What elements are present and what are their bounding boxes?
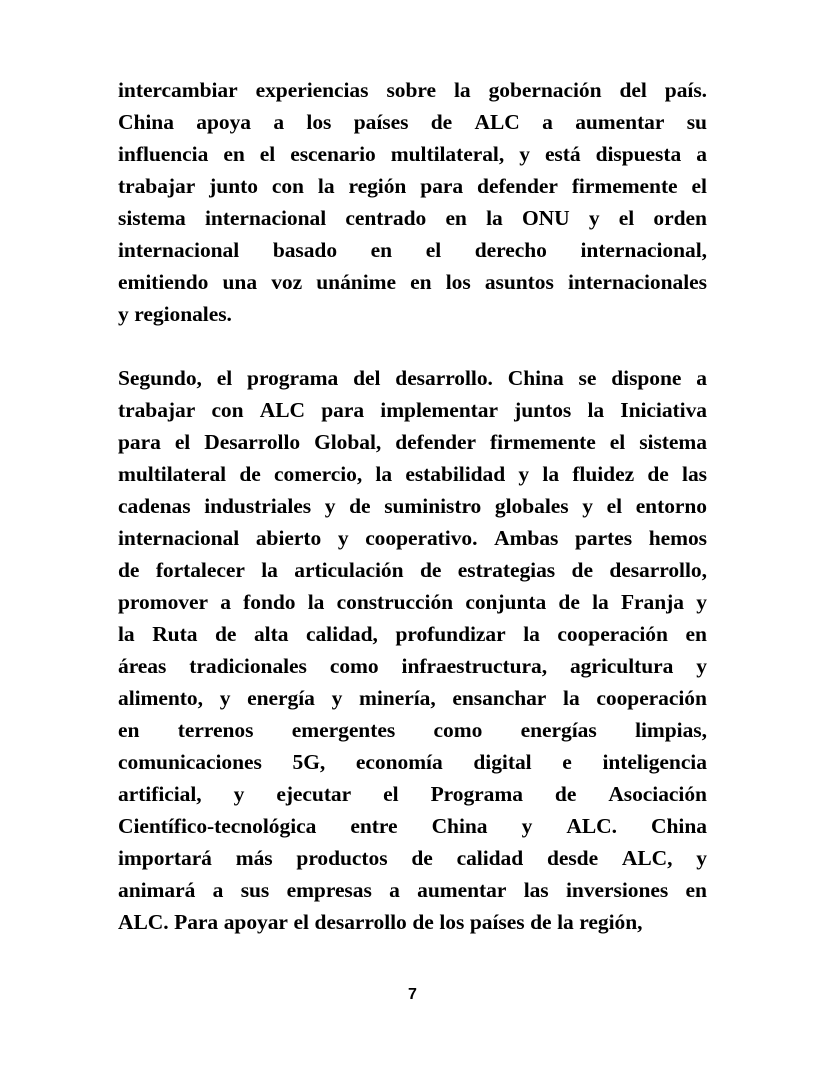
text-line xyxy=(118,878,707,910)
word: infraestructura, xyxy=(401,654,548,678)
word: el xyxy=(609,430,626,454)
word: trabajar xyxy=(118,174,196,198)
word: a xyxy=(220,590,231,614)
word: Programa xyxy=(430,782,523,806)
word: energía xyxy=(247,686,315,710)
word: entorno xyxy=(635,494,707,518)
word: países xyxy=(469,910,525,934)
word: de xyxy=(118,558,140,582)
word: de xyxy=(554,782,577,806)
word: la xyxy=(261,558,278,582)
word: escenario xyxy=(290,142,376,166)
word: regionales. xyxy=(134,302,232,326)
word: y xyxy=(521,814,533,838)
word: internacional xyxy=(118,526,240,550)
word: Científico-tecnológica xyxy=(118,814,317,838)
word: a xyxy=(696,366,707,390)
text-line xyxy=(118,366,707,398)
word: Ambas xyxy=(494,526,559,550)
word: en xyxy=(685,878,707,902)
word: internacional, xyxy=(580,238,707,262)
word: del xyxy=(619,78,647,102)
word: desarrollo, xyxy=(609,558,707,582)
word: basado xyxy=(272,238,338,262)
word: partes xyxy=(575,526,633,550)
word: inteligencia xyxy=(602,750,707,774)
word: profundizar xyxy=(395,622,506,646)
text-line xyxy=(118,494,707,526)
word: firmemente xyxy=(571,174,678,198)
word: fortalecer xyxy=(155,558,245,582)
text-line xyxy=(118,718,707,750)
document-text-column xyxy=(118,78,707,942)
word: estabilidad xyxy=(405,462,506,486)
word: tradicionales xyxy=(189,654,307,678)
word: país. xyxy=(664,78,707,102)
word: y xyxy=(582,494,593,518)
word: derecho xyxy=(474,238,547,262)
word: animará xyxy=(118,878,196,902)
word: alta xyxy=(253,622,289,646)
word: del xyxy=(353,366,381,390)
text-line xyxy=(118,558,707,590)
text-line xyxy=(118,526,707,558)
word: los xyxy=(306,110,332,134)
text-line xyxy=(118,686,707,718)
word: 5G, xyxy=(292,750,326,774)
word: sistema xyxy=(118,206,186,230)
word: los xyxy=(439,910,465,934)
word: China xyxy=(651,814,707,838)
word: e xyxy=(562,750,572,774)
word: una xyxy=(222,270,258,294)
word: asuntos xyxy=(484,270,554,294)
word: de xyxy=(411,846,433,870)
word: firmemente xyxy=(490,430,596,454)
text-line xyxy=(118,238,707,270)
word: áreas xyxy=(118,654,167,678)
word: Global, xyxy=(314,430,382,454)
word: implementar xyxy=(380,398,498,422)
word: a xyxy=(542,110,553,134)
word: China xyxy=(507,366,564,390)
word: cooperación xyxy=(557,622,668,646)
word: la xyxy=(542,462,560,486)
text-line xyxy=(118,270,707,302)
text-line xyxy=(118,654,707,686)
word: las xyxy=(523,878,549,902)
paragraph-spacer xyxy=(118,334,707,366)
word: la xyxy=(317,174,335,198)
word: el xyxy=(383,782,399,806)
word: la xyxy=(375,462,393,486)
word: la xyxy=(486,206,503,230)
word: entre xyxy=(350,814,398,838)
word: ALC xyxy=(259,398,306,422)
word: defender xyxy=(395,430,477,454)
word: de xyxy=(214,622,237,646)
word: cooperación xyxy=(596,686,707,710)
word: el xyxy=(691,174,707,198)
word: sobre xyxy=(386,78,436,102)
word: como xyxy=(433,718,483,742)
word: fluidez xyxy=(572,462,635,486)
word: comunicaciones xyxy=(118,750,262,774)
word: para xyxy=(420,174,464,198)
word: y xyxy=(696,846,707,870)
word: dispone xyxy=(611,366,682,390)
word: Franja xyxy=(620,590,684,614)
word: está xyxy=(544,142,581,166)
word: estrategias xyxy=(457,558,556,582)
word: calidad, xyxy=(305,622,378,646)
word: gobernación xyxy=(488,78,602,102)
word: empresas xyxy=(286,878,372,902)
word: multilateral, xyxy=(390,142,505,166)
word: como xyxy=(329,654,379,678)
body-paragraph-1 xyxy=(118,78,707,334)
word: la xyxy=(563,686,580,710)
text-line xyxy=(118,302,707,334)
word: emergentes xyxy=(291,718,396,742)
word: limpias, xyxy=(635,718,707,742)
word: trabajar xyxy=(118,398,196,422)
word: y xyxy=(519,142,530,166)
word: calidad xyxy=(456,846,524,870)
word: dispuesta xyxy=(595,142,682,166)
word: y xyxy=(233,782,245,806)
word: en xyxy=(370,238,393,262)
word: de xyxy=(412,910,434,934)
word: la xyxy=(453,78,471,102)
word: desde xyxy=(546,846,599,870)
word: el xyxy=(606,494,623,518)
word: terrenos xyxy=(177,718,254,742)
word: ONU xyxy=(521,206,570,230)
word: productos xyxy=(296,846,388,870)
word: intercambiar xyxy=(118,78,238,102)
word: y xyxy=(588,206,600,230)
word: ALC, xyxy=(621,846,673,870)
word: voz xyxy=(271,270,303,294)
word: con xyxy=(271,174,304,198)
word: conjunta xyxy=(465,590,547,614)
word: importará xyxy=(118,846,212,870)
word: apoyar xyxy=(223,910,288,934)
word: ALC. xyxy=(118,910,169,934)
word: a xyxy=(389,878,400,902)
word: sistema xyxy=(639,430,707,454)
text-line xyxy=(118,78,707,110)
word: emitiendo xyxy=(118,270,209,294)
word: suministro xyxy=(384,494,482,518)
word: el xyxy=(293,910,309,934)
body-paragraph-2 xyxy=(118,366,707,942)
word: en xyxy=(410,270,432,294)
word: su xyxy=(686,110,707,134)
word: y xyxy=(337,526,349,550)
word: en xyxy=(685,622,707,646)
word: agricultura xyxy=(569,654,674,678)
word: experiencias xyxy=(255,78,369,102)
word: y xyxy=(324,494,336,518)
word: con xyxy=(211,398,244,422)
word: países xyxy=(353,110,409,134)
word: y xyxy=(696,654,707,678)
word: de xyxy=(239,462,261,486)
word: unánime xyxy=(316,270,396,294)
word: ALC. xyxy=(566,814,617,838)
word: la xyxy=(118,622,135,646)
word: se xyxy=(578,366,597,390)
word: los xyxy=(445,270,471,294)
word: el xyxy=(174,430,191,454)
word: minería, xyxy=(359,686,436,710)
text-line xyxy=(118,622,707,654)
word: economía xyxy=(355,750,443,774)
word: desarrollo xyxy=(314,910,407,934)
word: Desarrollo xyxy=(204,430,301,454)
text-line xyxy=(118,782,707,814)
word: para xyxy=(118,430,161,454)
word: en xyxy=(445,206,467,230)
word: ensanchar xyxy=(452,686,547,710)
word: China xyxy=(118,110,174,134)
word: construcción xyxy=(336,590,454,614)
word: el xyxy=(259,142,276,166)
word: ALC xyxy=(474,110,520,134)
word: a xyxy=(273,110,285,134)
word: Iniciativa xyxy=(620,398,707,422)
word: junto xyxy=(209,174,258,198)
word: cadenas xyxy=(118,494,191,518)
text-line xyxy=(118,846,707,878)
word: más xyxy=(235,846,273,870)
text-line xyxy=(118,206,707,238)
word: la xyxy=(587,398,605,422)
word: influencia xyxy=(118,142,209,166)
word: inversiones xyxy=(565,878,669,902)
word: energías xyxy=(520,718,597,742)
word: alimento, xyxy=(118,686,203,710)
word: en xyxy=(223,142,245,166)
word: Segundo, xyxy=(118,366,202,390)
word: centrado xyxy=(345,206,427,230)
word: articulación xyxy=(294,558,404,582)
word: la xyxy=(523,622,540,646)
word: aumentar xyxy=(575,110,665,134)
word: hemos xyxy=(648,526,707,550)
word: ejecutar xyxy=(276,782,352,806)
word: de xyxy=(647,462,669,486)
word: sus xyxy=(240,878,270,902)
word: multilateral xyxy=(118,462,227,486)
page-number: 7 xyxy=(408,986,417,1003)
text-line xyxy=(118,462,707,494)
word: artificial, xyxy=(118,782,202,806)
word: y xyxy=(219,686,231,710)
word: para xyxy=(321,398,365,422)
word: desarrollo. xyxy=(395,366,493,390)
word: promover xyxy=(118,590,208,614)
word: de xyxy=(430,110,453,134)
word: de xyxy=(419,558,442,582)
word: la xyxy=(592,590,609,614)
word: China xyxy=(431,814,488,838)
text-line xyxy=(118,750,707,782)
word: y xyxy=(696,590,707,614)
text-line xyxy=(118,430,707,462)
text-line xyxy=(118,814,707,846)
word: y xyxy=(518,462,530,486)
word: el xyxy=(618,206,635,230)
word: y xyxy=(331,686,343,710)
text-line xyxy=(118,110,707,142)
text-line xyxy=(118,910,707,942)
word: programa xyxy=(247,366,339,390)
text-line xyxy=(118,398,707,430)
word: de xyxy=(571,558,593,582)
word: orden xyxy=(653,206,707,230)
word: industriales xyxy=(204,494,312,518)
word: juntos xyxy=(514,398,572,422)
word: a xyxy=(696,142,707,166)
word: comercio, xyxy=(274,462,363,486)
text-line xyxy=(118,142,707,174)
word: digital xyxy=(473,750,532,774)
word: Para xyxy=(174,910,219,934)
word: internacional xyxy=(118,238,240,262)
word: globales xyxy=(494,494,569,518)
word: cooperativo. xyxy=(365,526,478,550)
word: aumentar xyxy=(417,878,507,902)
word: en xyxy=(118,718,140,742)
word: el xyxy=(216,366,233,390)
word: la xyxy=(557,910,574,934)
word: el xyxy=(425,238,442,262)
word: internacionales xyxy=(567,270,707,294)
word: la xyxy=(307,590,325,614)
text-line xyxy=(118,174,707,206)
word: fondo xyxy=(243,590,296,614)
word: Ruta xyxy=(152,622,198,646)
word: región xyxy=(348,174,407,198)
word: y xyxy=(118,302,129,326)
word: de xyxy=(349,494,371,518)
word: abierto xyxy=(255,526,322,550)
word: región, xyxy=(579,910,643,934)
word: las xyxy=(682,462,707,486)
word: internacional xyxy=(204,206,327,230)
text-line xyxy=(118,590,707,622)
word: de xyxy=(558,590,580,614)
word: defender xyxy=(477,174,558,198)
word: apoya xyxy=(196,110,251,134)
word: Asociación xyxy=(608,782,707,806)
word: a xyxy=(212,878,224,902)
word: de xyxy=(530,910,552,934)
